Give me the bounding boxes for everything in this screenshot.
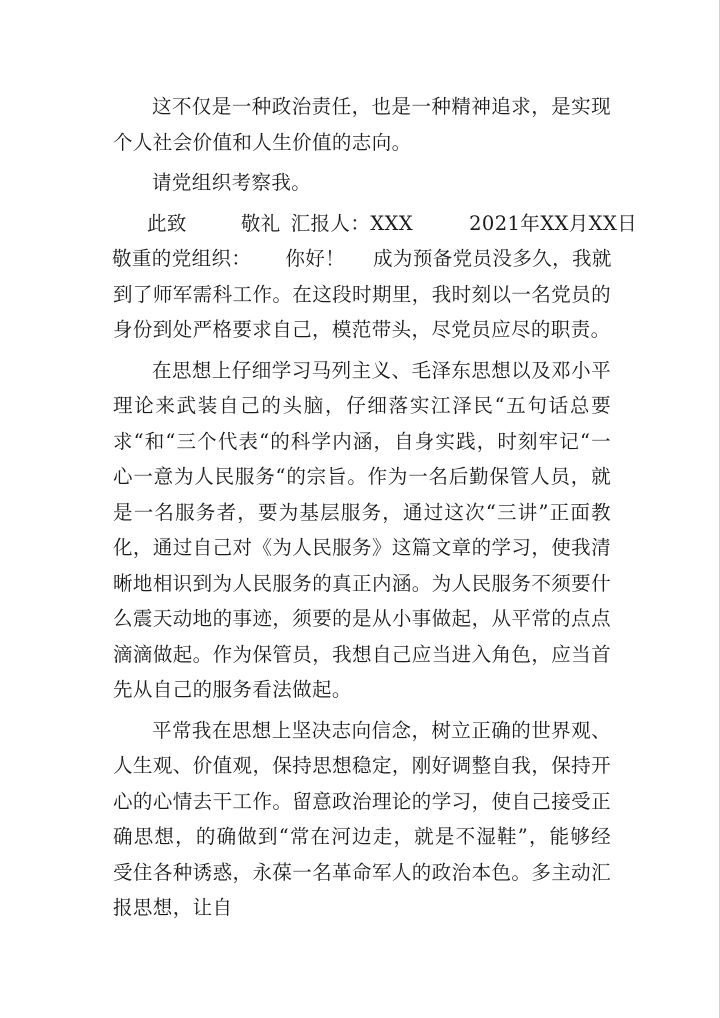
- salutation-opening-start: 成为预备党员没多久，我就: [373, 247, 612, 270]
- paragraph-theory-study: 在思想上仔细学习马列主义、毛泽东思想以及邓小平理论来武装自己的头脑，仔细落实江泽民“五句话总要求“和“三个代表“的科学内涵，自身实践，时刻牢记“一心一意为人民服务“的宗旨。作为一名后勤保管人员，就是一名服务者，要为基层服务，通过这次“三讲”正面教化，通过自己对《为人民服务》这篇文章的学习，使我清晰地相识到为人民服务的真正内涵。为人民服务不须要什么震天动地的事迹，须要的是从小事做起，从平常的点点滴滴做起。作为保管员，我想自己应当进入角色，应当首先从自己的服务看法做起。: [113, 358, 611, 701]
- paragraph-responsibility: 这不仅是一种政治责任，也是一种精神追求，是实现个人社会价值和人生价值的志向。: [113, 95, 611, 154]
- salutation-greeting: 你好！: [285, 247, 346, 270]
- reporter-name: 汇报人：XXX: [290, 211, 414, 235]
- salutation-line: [112, 241, 611, 277]
- closing-ci-zhi: 此致: [147, 211, 187, 235]
- paragraph-ideals: 平常我在思想上坚决志向信念，树立正确的世界观、人生观、价值观，保持思想稳定，刚好调整自我，保持开心的心情去干工作。留意政治理论的学习，使自己接受正确思想，的确做到“常在河边走，就是不湿鞋”，能够经受住各种诱惑，永葆一名革命军人的政治本色。多主动汇报思想，让自: [113, 718, 611, 919]
- salutation-opening-rest: 到了师军需科工作。在这段时期里，我时刻以一名党员的身份到处严格要求自己，模范带头，尽党员应尽的职责。: [113, 282, 611, 341]
- salutation-addressee: 敬重的党组织：: [112, 247, 252, 270]
- closing-line: [113, 206, 638, 242]
- closing-jing-li: 敬礼: [240, 211, 281, 235]
- paragraph-request: 请党组织考察我。: [152, 171, 312, 194]
- report-date: 2021年XX月XX日: [469, 211, 638, 235]
- document-body: [112, 89, 638, 926]
